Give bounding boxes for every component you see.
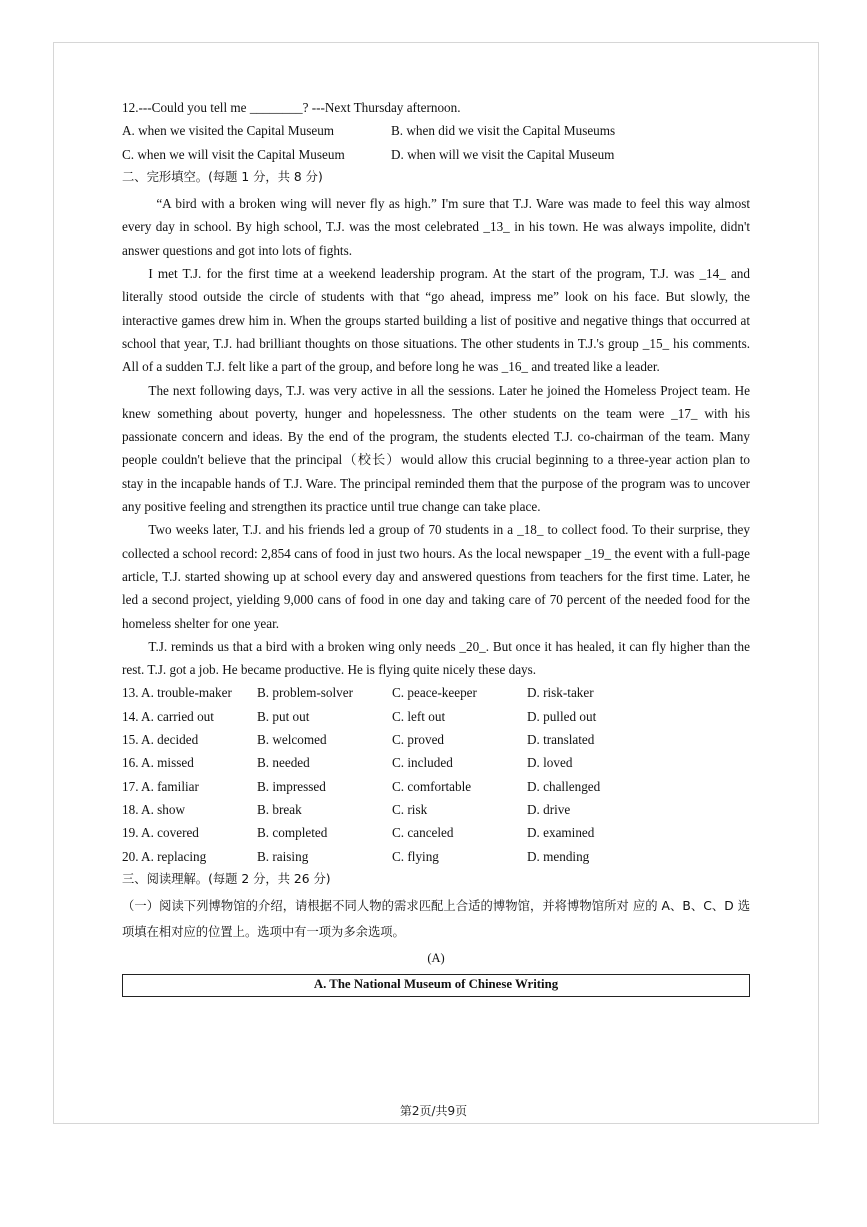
- option-13-a: 13. A. trouble-maker: [122, 685, 232, 701]
- cloze-options-18: [122, 798, 750, 821]
- part-label: (A): [427, 951, 445, 966]
- option-19-c: C. canceled: [392, 825, 454, 841]
- section-2-heading: 二、完形填空。(每题 1 分，共 8 分): [122, 169, 323, 184]
- cloze-options-17: [122, 775, 750, 798]
- option-18-d: D. drive: [527, 801, 571, 817]
- option-15-d: D. translated: [527, 732, 595, 748]
- cloze-options-15: [122, 728, 750, 751]
- option-19-a: 19. A. covered: [122, 825, 199, 841]
- option-14-d: D. pulled out: [527, 708, 597, 724]
- option-15-b: B. welcomed: [257, 732, 327, 748]
- section-3-instruction: （一）阅读下列博物馆的介绍，请根据不同人物的需求匹配上合适的博物馆，并将博物馆所对 应的 A、B、C、D 选项填在相对应的位置上。选项中有一项为多余选项。: [122, 899, 750, 940]
- passage-paragraph-3: The next following days, T.J. was very active in all the sessions. Later he joined the Homeless Project team. He knew something about poverty, hunger and hopelessness. The other students on the team were _17_ with his passionate concern and ideas. By the end of the program, the students elected T.J. co-chairman of the team. Many people couldn't believe that the principal（校长）would allow this crucial beginning to a three-year action plan to stay in the incapable hands of T.J. Ware. The principal reminded them that the purpose of the program was to uncover any positive feeling and strengthen its practice until true change can take place.: [122, 382, 750, 515]
- option-19-d: D. examined: [527, 825, 595, 841]
- option-15-a: 15. A. decided: [122, 732, 199, 748]
- option-16-b: B. needed: [257, 755, 310, 771]
- option-20-d: D. mending: [527, 848, 590, 864]
- option-17-c: C. comfortable: [392, 778, 472, 794]
- option-20-a: 20. A. replacing: [122, 848, 207, 864]
- option-17-d: D. challenged: [527, 778, 601, 794]
- question-12-option-d: D. when will we visit the Capital Museum: [391, 146, 615, 162]
- option-14-c: C. left out: [392, 708, 446, 724]
- option-18-c: C. risk: [392, 801, 428, 817]
- page-footer: 第2页/共9页: [399, 1104, 468, 1118]
- option-20-c: C. flying: [392, 848, 439, 864]
- cloze-options-14: [122, 705, 750, 728]
- passage-paragraph-4: Two weeks later, T.J. and his friends led a group of 70 students in a _18_ to collect food. To their surprise, they collected a school record: 2,854 cans of food in just two hours. As the local newspaper _19_ the event with a full-page article, T.J. started showing up at school every day and answered questions from teachers for the first time. Later, he led a second project, yielding 9,000 cans of food in one day and taking care of 70 percent of the needed food for the homeless shelter for one year.: [122, 522, 750, 631]
- question-12-option-a: A. when we visited the Capital Museum: [122, 123, 335, 139]
- option-18-b: B. break: [257, 801, 302, 817]
- option-17-b: B. impressed: [257, 778, 326, 794]
- document-content: [122, 96, 750, 997]
- question-12-options-row-2: [122, 143, 750, 166]
- cloze-options-16: [122, 751, 750, 774]
- option-17-a: 17. A. familiar: [122, 778, 199, 794]
- passage-paragraph-2: I met T.J. for the first time at a weekend leadership program. At the start of the program, T.J. was _14_ and literally stood outside the circle of students with that “go ahead, impress me” look on his face. But slowly, the interactive games drew him in. When the groups started building a list of positive and negative things that occurred at school that year, T.J. had brilliant thoughts on those situations. The other students in T.J.'s group _15_ his comments. All of a sudden T.J. felt like a part of the group, and before long he was _16_ and treated like a leader.: [122, 266, 750, 375]
- cloze-options-20: [122, 845, 750, 868]
- option-14-a: 14. A. carried out: [122, 708, 214, 724]
- question-12-option-b: B. when did we visit the Capital Museums: [391, 123, 616, 139]
- option-13-d: D. risk-taker: [527, 685, 594, 701]
- passage-paragraph-1: “A bird with a broken wing will never fly as high.” I'm sure that T.J. Ware was made to feel this way almost every day in school. By high school, T.J. was the most celebrated _13_ in his town. He was always impolite, didn't answer questions and got into lots of fights.: [122, 196, 750, 258]
- option-18-a: 18. A. show: [122, 801, 186, 817]
- question-12-stem: 12.---Could you tell me ________? ---Next Thursday afternoon.: [122, 100, 461, 115]
- question-12-option-c: C. when we will visit the Capital Museum: [122, 146, 345, 162]
- question-12-options-row-1: [122, 119, 750, 142]
- option-13-c: C. peace-keeper: [392, 685, 477, 701]
- cloze-options-19: [122, 821, 750, 844]
- option-15-c: C. proved: [392, 732, 445, 748]
- option-20-b: B. raising: [257, 848, 309, 864]
- option-13-b: B. problem-solver: [257, 685, 353, 701]
- option-14-b: B. put out: [257, 708, 310, 724]
- section-3-heading: 三、阅读理解。(每题 2 分，共 26 分): [122, 871, 331, 886]
- cloze-options-13: [122, 681, 750, 704]
- museum-a-title-box: A. The National Museum of Chinese Writing: [122, 974, 750, 997]
- option-16-a: 16. A. missed: [122, 755, 194, 771]
- option-19-b: B. completed: [257, 825, 328, 841]
- option-16-d: D. loved: [527, 755, 573, 771]
- option-16-c: C. included: [392, 755, 453, 771]
- passage-paragraph-5: T.J. reminds us that a bird with a broken wing only needs _20_. But once it has healed, it can fly higher than the rest. T.J. got a job. He became productive. He is flying quite nicely these days.: [122, 638, 750, 678]
